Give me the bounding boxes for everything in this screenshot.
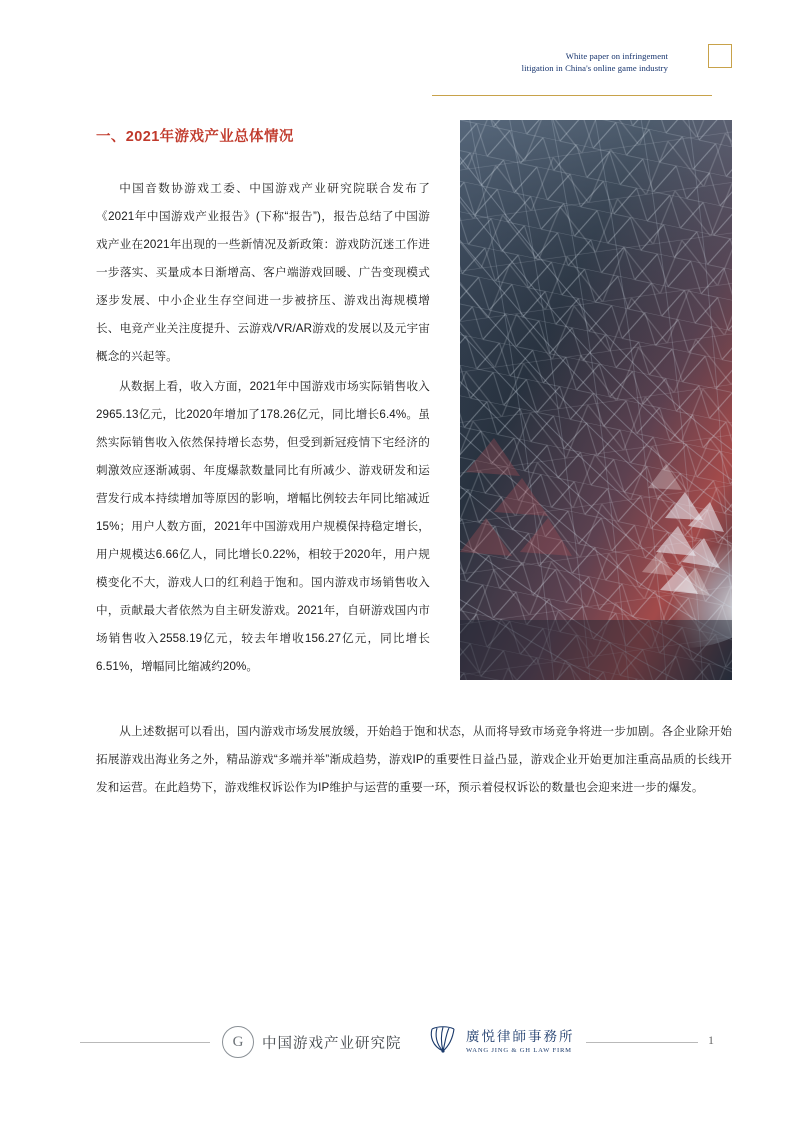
footer-logo-law-firm [428, 1024, 575, 1054]
paragraph: 中国音数协游戏工委、中国游戏产业研究院联合发布了《2021年中国游戏产业报告》(下称“报告”)，报告总结了中国游戏产业在2021年出现的一些新情况及新政策：游戏防沉迷工作进一步落实、买量成本日渐增高、客户端游戏回暖、广告变现模式逐步发展、中小企业生存空间进一步被挤压、游戏出海规模增长、电竞产业关注度提升、云游戏/VR/AR游戏的发展以及元宇宙概念的兴起等。 [96, 182, 430, 363]
emblem-letter: G [232, 1033, 244, 1050]
paragraph: 从数据上看，收入方面，2021年中国游戏市场实际销售收入2965.13亿元，比2020年增加了178.26亿元，同比增长6.4%。虽然实际销售收入依然保持增长态势，但受到新冠疫情下宅经济的刺激效应逐渐减弱、年度爆款数量同比有所减少、游戏研发和运营发行成本持续增加等原因的影响，增幅比例较去年同比缩减近15%；用户人数方面，2021年中国游戏用户规模保持稳定增长，用户规模达6.66亿人，同比增长0.22%，相较于2020年，用户规模变化不大，游戏人口的红利趋于饱和。国内游戏市场销售收入中，贡献最大者依然为自主研发游戏。2021年，自研游戏国内市场销售收入2558.19亿元，较去年增收156.27亿元，同比增长6.51%，增幅同比缩减约20%。 [96, 380, 430, 673]
footer-org1-name: 中国游戏产业研究院 [262, 1035, 402, 1052]
fan-emblem-icon [428, 1024, 458, 1054]
page-number: 1 [708, 1033, 714, 1047]
header-title-line1: White paper on infringement [565, 51, 668, 61]
paragraph: 从上述数据可以看出，国内游戏市场发展放缓，开始趋于饱和状态，从而将导致市场竞争将进一步加剧。各企业除开始拓展游戏出海业务之外，精品游戏“多端并举”渐成趋势，游戏IP的重要性日益凸显，游戏企业开始更加注重高品质的长线开发和运营。在此趋势下，游戏维权诉讼作为IP维护与运营的重要一环，预示着侵权诉讼的数量也会迎来进一步的爆发。 [96, 725, 732, 794]
body-full-width-paragraph [96, 718, 732, 802]
circular-emblem-icon [222, 1026, 254, 1058]
body-left-column [96, 175, 430, 683]
header-square-decoration [708, 44, 732, 68]
header-rule [432, 95, 672, 96]
header-title [432, 50, 668, 74]
footer-logo-game-research-institute [222, 1026, 402, 1058]
footer-rule-left [80, 1042, 210, 1043]
section-title: 一、2021年游戏产业总体情况 [96, 129, 294, 145]
header-title-line2: litigation in China's online game industry [521, 63, 668, 73]
footer-rule-right [586, 1042, 698, 1043]
footer-org2-name-en: WANG JING & GH LAW FIRM [466, 1046, 572, 1054]
architecture-photo [460, 120, 732, 680]
footer-org2-names [466, 1025, 575, 1054]
page-footer [0, 1020, 794, 1070]
header-rule-segment [672, 95, 712, 96]
page-header [432, 40, 732, 96]
footer-org2-name-cn: 廣悦律師事務所 [466, 1028, 575, 1044]
